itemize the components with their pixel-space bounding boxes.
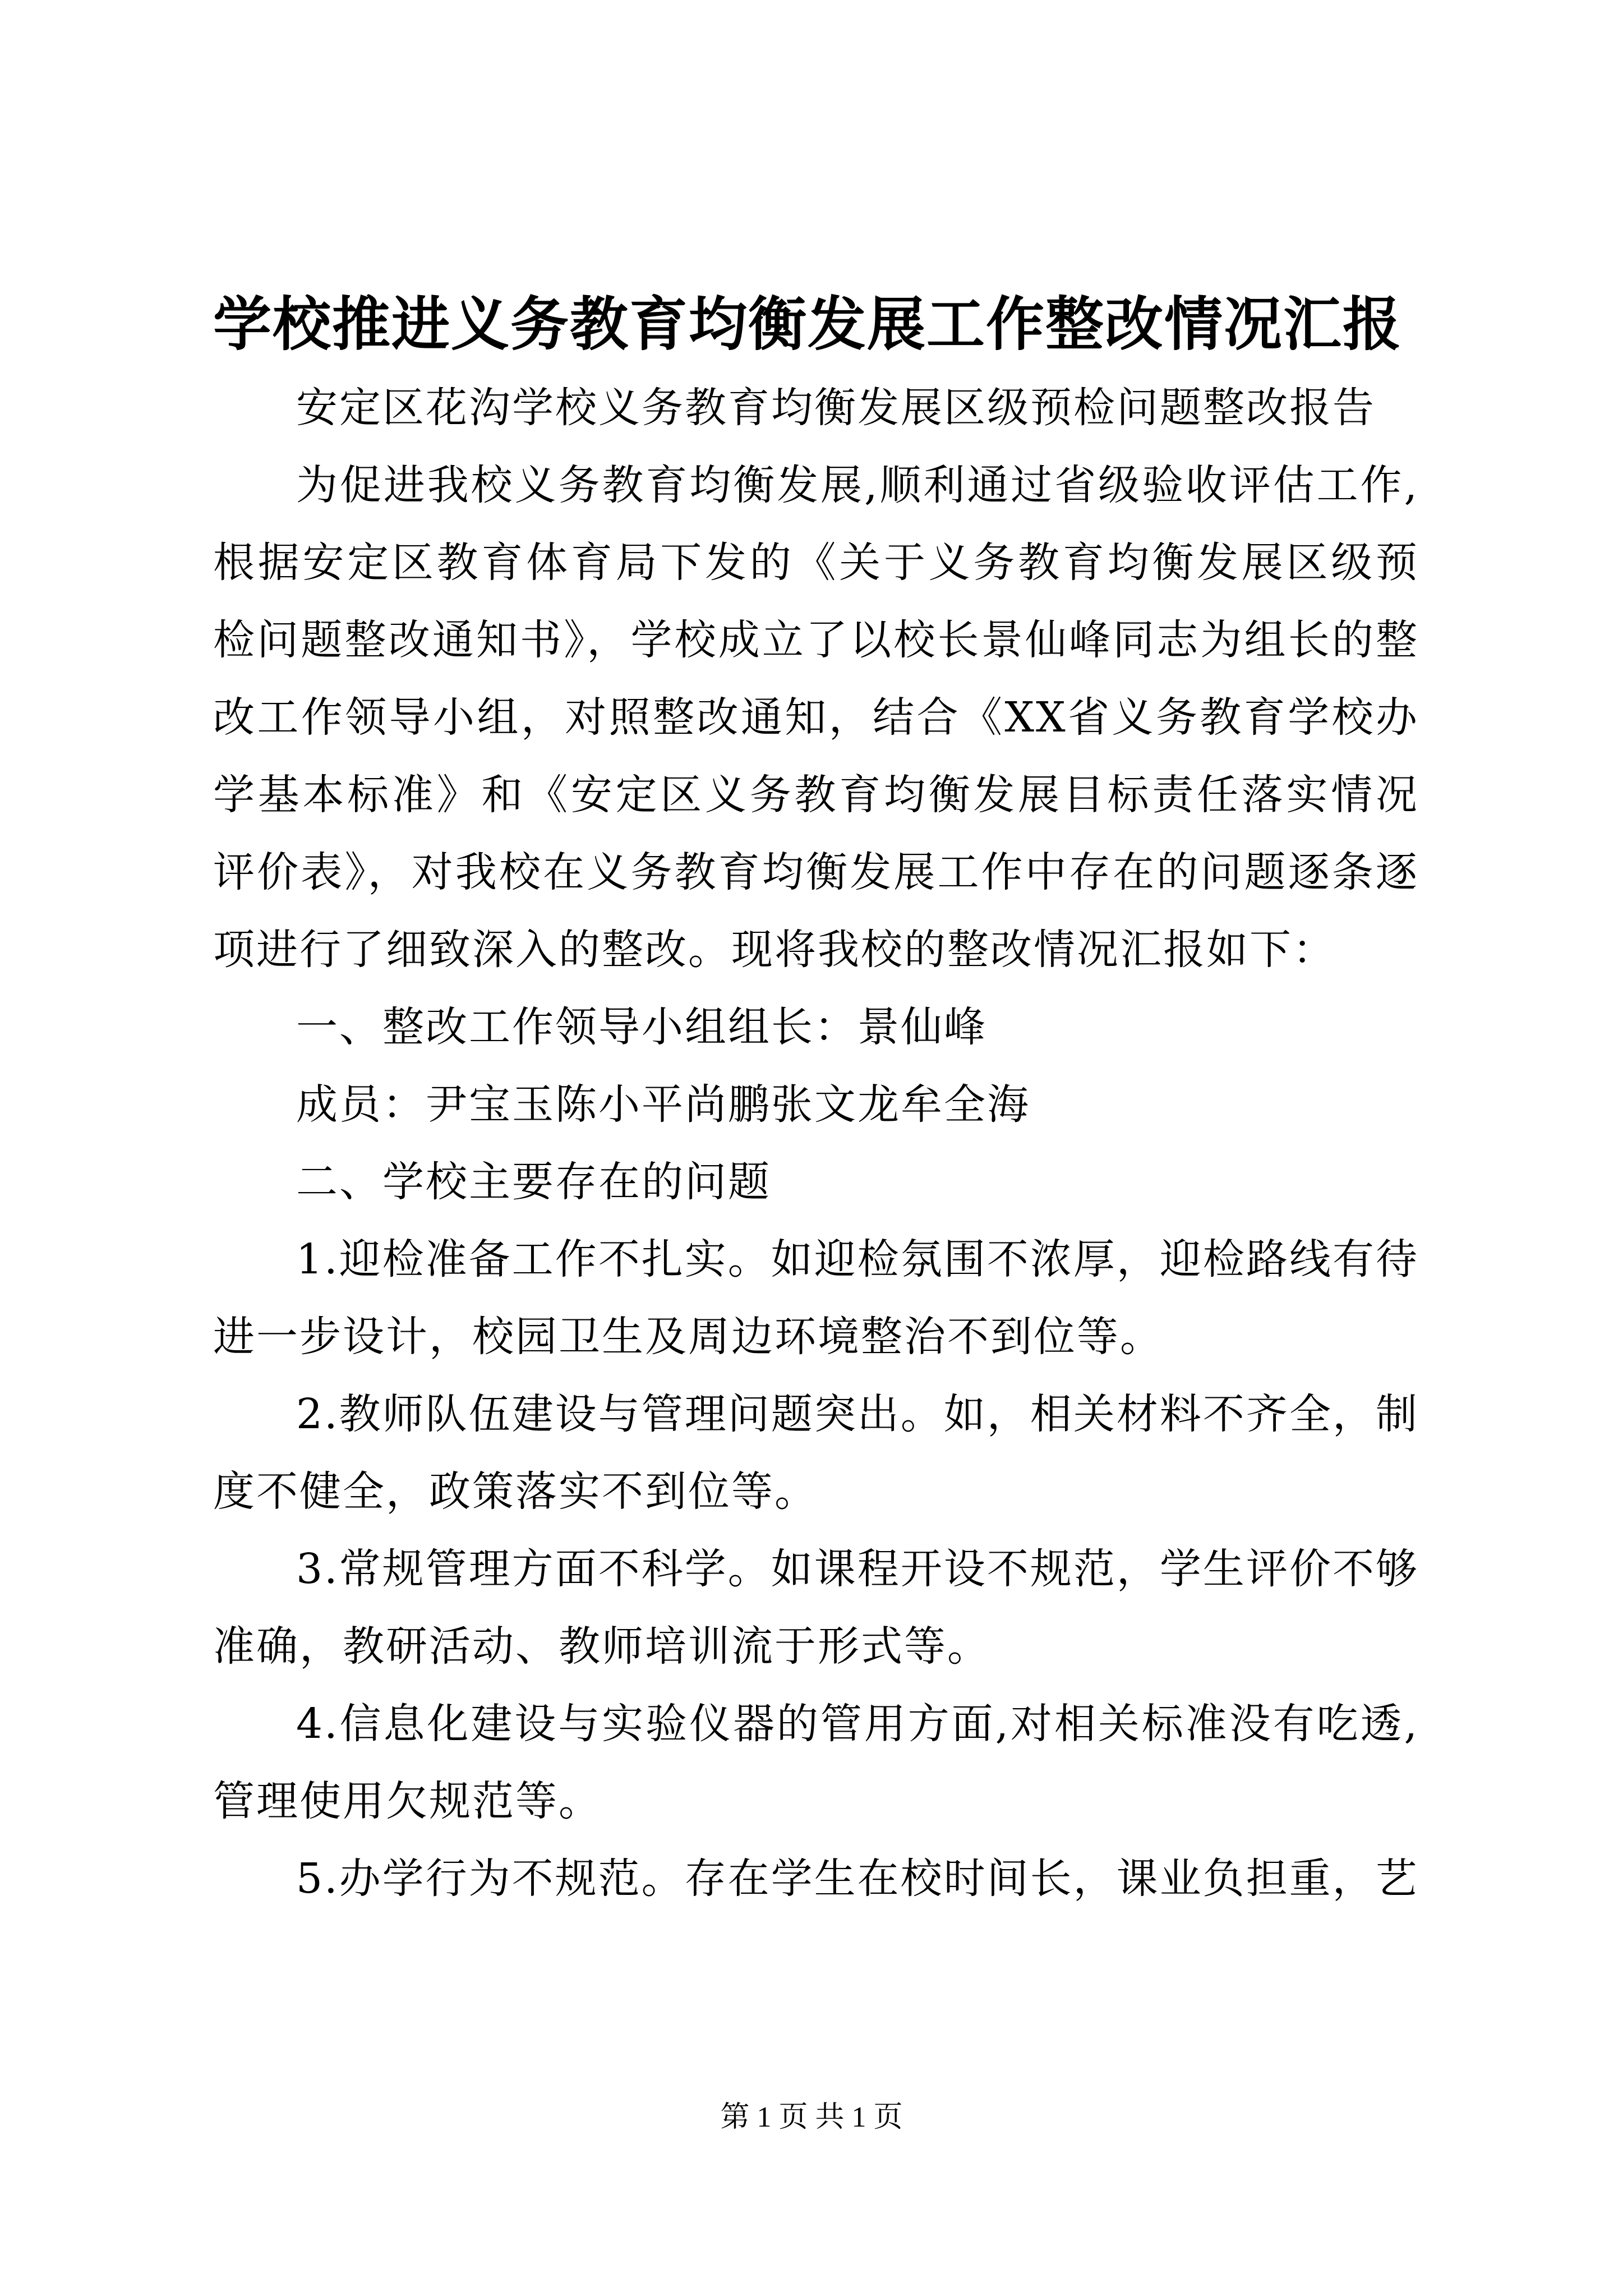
intro-paragraph: 为促进我校义务教育均衡发展,顺利通过省级验收评估工作,根据安定区教育体育局下发的《关于义务教育均衡发展区级预检问题整改通知书》，学校成立了以校长景仙峰同志为组长的整改工作领导小组，对照整改通知，结合《XX省义务教育学校办学基本标准》和《安定区义务教育均衡发展目标责任落实情况评价表》，对我校在义务教育均衡发展工作中存在的问题逐条逐项进行了细致深入的整改。现将我校的整改情况汇报如下： (213, 461, 1419, 974)
document-title: 学校推进义务教育均衡发展工作整改情况汇报 (213, 289, 1403, 358)
problem-item-3: 3.常规管理方面不科学。如课程开设不规范，学生评价不够准确，教研活动、教师培训流于形式等。 (213, 1545, 1419, 1671)
problem-item-2: 2.教师队伍建设与管理问题突出。如，相关材料不齐全，制度不健全，政策落实不到位等。 (213, 1390, 1419, 1516)
leader-line: 一、整改工作领导小组组长：景仙峰 (296, 1003, 987, 1051)
document-body (213, 369, 1419, 1917)
problem-item-4: 4.信息化建设与实验仪器的管用方面,对相关标准没有吃透,管理使用欠规范等。 (213, 1700, 1419, 1825)
problem-item-1: 1.迎检准备工作不扎实。如迎检氛围不浓厚，迎检路线有待进一步设计，校园卫生及周边环境整治不到位等。 (213, 1235, 1419, 1361)
page-footer: 第 1 页 共 1 页 (720, 2101, 903, 2133)
section-heading-problems: 二、学校主要存在的问题 (296, 1158, 771, 1206)
members-line: 成员：尹宝玉陈小平尚鹏张文龙牟全海 (296, 1080, 1030, 1129)
problem-item-5: 5.办学行为不规范。存在学生在校时间长，课业负担重，艺 (296, 1855, 1419, 1903)
report-subtitle: 安定区花沟学校义务教育均衡发展区级预检问题整改报告 (296, 384, 1376, 432)
